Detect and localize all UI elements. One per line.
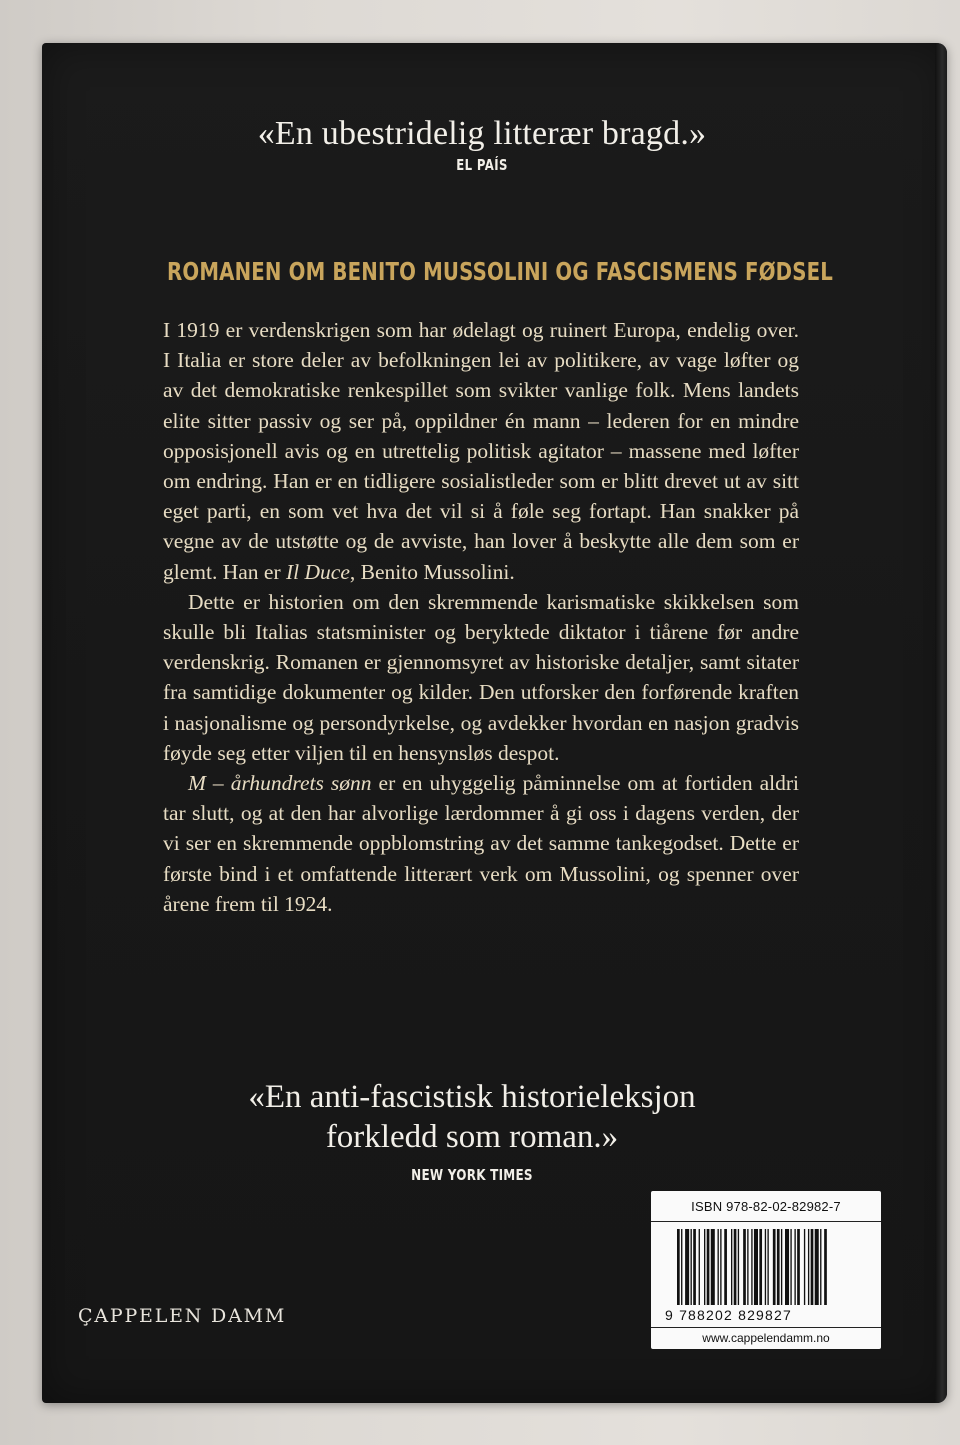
publisher-url: www.cappelendamm.no bbox=[702, 1331, 830, 1345]
url-divider bbox=[651, 1327, 881, 1328]
top-quote-source: EL PAÍS bbox=[456, 156, 508, 174]
bottom-quote-line-2: forkledd som roman.» bbox=[325, 1119, 619, 1155]
barcode-label bbox=[651, 1191, 881, 1349]
isbn-number: ISBN 978-82-02-82982-7 bbox=[691, 1199, 841, 1214]
publisher-logo: ÇAPPELEN DAMM bbox=[78, 1305, 287, 1327]
blurb-p1-text: I 1919 er verdenskrigen som har ødelagt og ruinert Europa, endelig over. I Italia er store deler av befolkningen lei av politikere, av vage løfter og av det demokratiske renkespillet som svikter vanlige folk. Mens landets elite sitter passiv og ser på, oppildner én mann – lederen for en mindre opposisjonell avis og en utrettelig politisk agitator – massene med løfter om endring. Han er en tidligere sosialistleder som er blitt drevet ut av sitt eget parti, en som vet hva det vil si å føle seg fortapt. Han snakker på vegne av de utstøtte og de avviste, han lover å beskytte alle dem som er glemt. Han er bbox=[163, 318, 799, 584]
bottom-quote bbox=[172, 1077, 772, 1157]
blurb-p3-italic: M – århundrets sønn bbox=[188, 771, 372, 796]
blurb-paragraph-2: Dette er historien om den skremmende karismatiske skikkelsen som skulle bli Italias statsminister og beryktede diktator i tiårene før andre verdenskrig. Romanen er gjennomsyret av historiske detaljer, samt sitater fra samtidige dokumenter og kilder. Den utforsker den forførende kraften i nasjonalisme og persondyrkelse, og avdekker hvordan en nasjon gradvis føyde seg etter viljen til en hensynsløs despot. bbox=[163, 589, 799, 765]
bottom-quote-source: NEW YORK TIMES bbox=[411, 1166, 533, 1184]
blurb-paragraph-3 bbox=[163, 768, 799, 919]
barcode-digits: 9 788202 829827 bbox=[665, 1307, 792, 1323]
blurb-p1-end: , Benito Mussolini. bbox=[349, 559, 515, 584]
top-quote: «En ubestridelig litterær bragd.» bbox=[257, 115, 707, 152]
blurb-paragraph-1 bbox=[163, 315, 799, 587]
bottom-quote-line-1: «En anti-fascistisk historieleksjon bbox=[248, 1079, 696, 1115]
barcode-icon bbox=[677, 1229, 873, 1305]
blurb-text bbox=[163, 315, 799, 919]
isbn-divider bbox=[651, 1221, 881, 1222]
cover-headline: ROMANEN OM BENITO MUSSOLINI OG FASCISMENS FØDSEL bbox=[167, 257, 833, 286]
blurb-p3-text: er en uhyggelig påminnelse om at fortiden aldri tar slutt, og at den har alvorlige lærdommer å gi oss i dagens verden, der vi ser en skremmende oppblomstring av det samme tankegodset. Dette er første bind i et omfattende litterært verk om Mussolini, og spenner over årene frem til 1924. bbox=[163, 771, 799, 916]
cover-edge bbox=[935, 43, 947, 1403]
book-back-cover bbox=[42, 43, 947, 1403]
blurb-p1-italic: Il Duce bbox=[286, 559, 350, 584]
